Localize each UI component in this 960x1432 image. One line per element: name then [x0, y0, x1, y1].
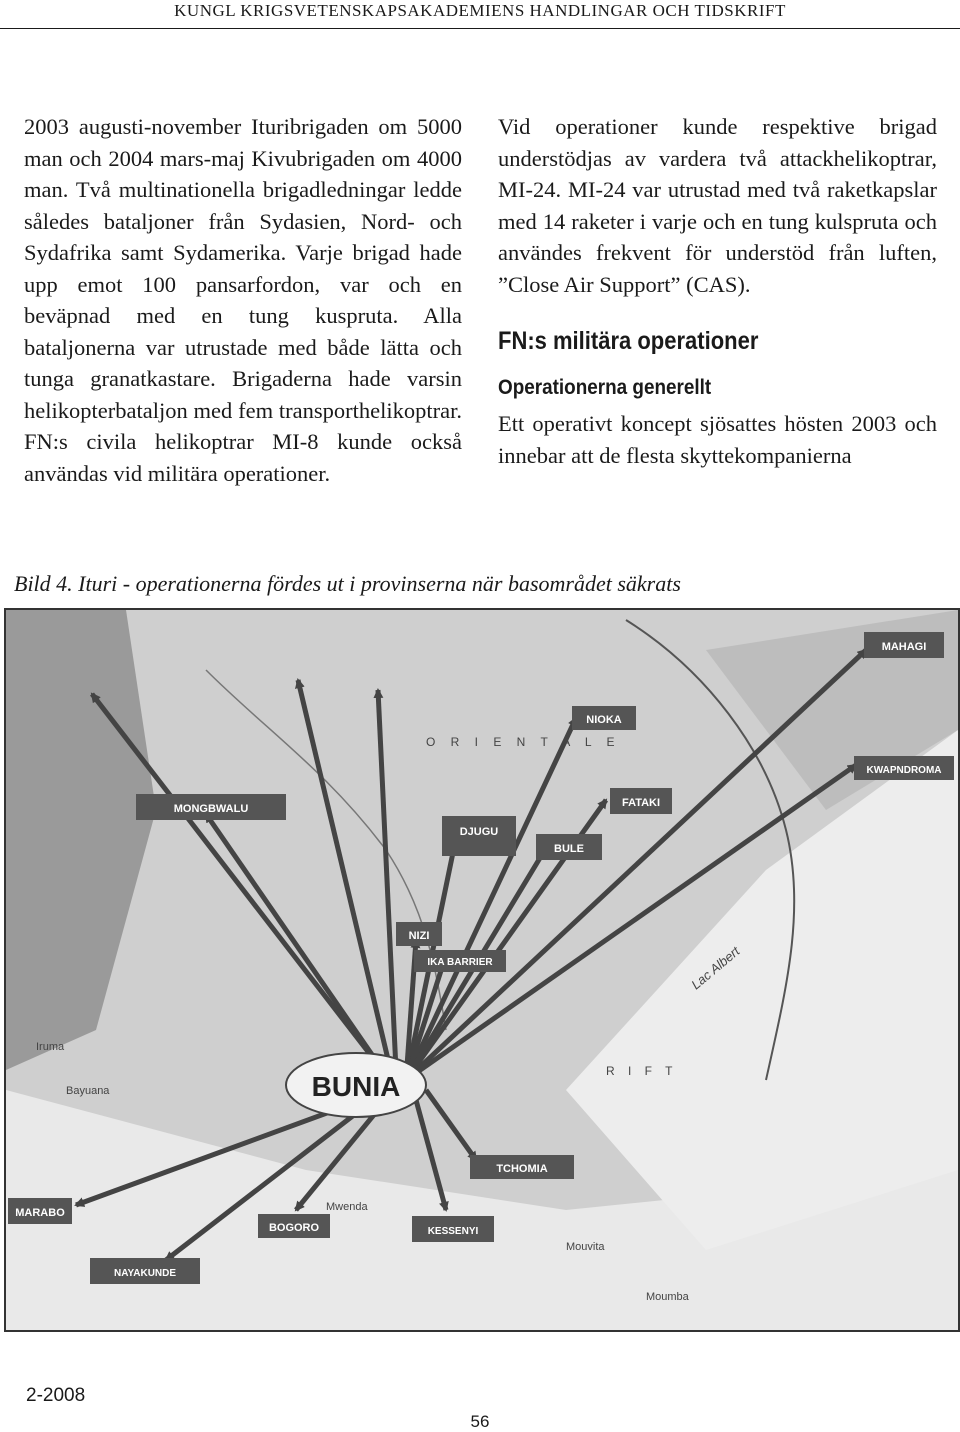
running-head: KUNGL KRIGSVETENSKAPSAKADEMIENS HANDLINGAR OCH TIDSKRIFT [174, 1, 786, 20]
dest-fataki: FATAKI [621, 797, 661, 809]
figure-caption: Bild 4. Ituri - operationerna fördes ut i provinserna när basområdet säkrats [14, 571, 681, 596]
page-number: 56 [470, 1412, 490, 1431]
dest-bule: BULE [554, 843, 584, 855]
label-rift: R I F T [606, 1064, 678, 1078]
dest-kessenyi: KESSENYI [427, 1226, 479, 1237]
header-rule [0, 28, 960, 29]
label-orientale: O R I E N T A L E [426, 735, 621, 749]
right-column-text: Vid operationer kunde respektive brigad understödjas av vardera två attackhelikoptrar, MI-24. MI-24 var utrustad med två raketkapslar med 14 raketer i varje och en tung kulspruta och användes frekvent för understöd från luften, ”Close Air Support” (CAS). [498, 114, 937, 297]
label-town-1: Iruma [36, 1041, 65, 1053]
dest-kwapndroma: KWAPNDROMA [866, 765, 942, 776]
dest-nizi: NIZI [408, 930, 430, 942]
dest-tchomia: TCHOMIA [496, 1163, 548, 1175]
issue-label: 2-2008 [26, 1385, 86, 1406]
label-lake: Lac Albert [688, 943, 743, 993]
label-town-2: Bayuana [66, 1085, 110, 1097]
left-column [24, 111, 462, 489]
dest-marabo: MARABO [15, 1207, 65, 1219]
dest-djugu: DJUGU [459, 826, 499, 838]
left-column-text: 2003 augusti-november Ituribrigaden om 5000 man och 2004 mars-maj Kivubrigaden om 4000 man. Två multinationella brigadledningar ledde således bataljoner från Sydasien, Nord- och Sydafrika samt Sydamerika. Varje brigad hade upp emot 100 pansarfordon, var och en beväpnad med en tung kuspruta. Alla bataljonerna var utrustade med både lätta och tunga granatkastare. Brigaderna hade varsin helikopterbataljon med fem transporthelikoptrar. FN:s civila helikoptrar MI-8 kunde också användas vid militära operationer. [24, 114, 462, 486]
map-figure [4, 608, 960, 1332]
subheading: Operationerna generellt [498, 376, 712, 399]
right-column-text-2: Ett operativt koncept sjösattes hösten 2003 och innebar att de flesta skyttekompanierna [498, 411, 937, 468]
dest-nioka: NIOKA [586, 714, 622, 726]
dest-mahagi: MAHAGI [881, 641, 927, 653]
label-town-5: Moumba [646, 1291, 689, 1303]
dest-mongbwalu: MONGBWALU [173, 803, 249, 815]
dest-bogoro: BOGORO [268, 1222, 320, 1234]
map-svg [6, 610, 958, 1330]
right-column [498, 111, 937, 471]
dest-nayakunde: NAYAKUNDE [113, 1268, 177, 1279]
label-town-3: Mwenda [326, 1201, 368, 1213]
section-heading: FN:s militära operationer [498, 327, 759, 355]
dest-ika-barrier: IKA BARRIER [427, 957, 493, 968]
label-town-4: Mouvita [566, 1241, 605, 1253]
hub-label: BUNIA [311, 1071, 401, 1102]
